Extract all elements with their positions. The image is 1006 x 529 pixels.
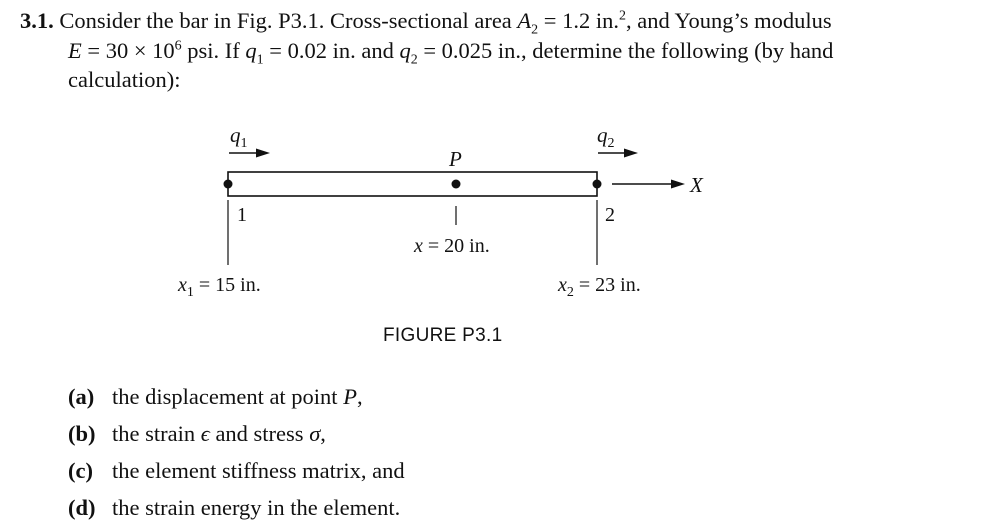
problem-number: 3.1. <box>20 8 54 33</box>
node-2-dot <box>593 180 602 189</box>
part-a: (a) the displacement at point P, <box>68 384 363 409</box>
x-mid-label: x = 20 in. <box>414 235 490 257</box>
node-2-label: 2 <box>605 204 615 226</box>
x1-label: $x_1 = 15$ in. <box>178 274 261 300</box>
q1-label: $q_1$ <box>230 123 248 151</box>
point-p-dot <box>452 180 461 189</box>
bar-element <box>228 172 597 196</box>
question-parts <box>68 378 405 526</box>
point-p-label: P <box>449 147 462 171</box>
part-d: (d) the strain energy in the element. <box>68 495 401 520</box>
problem-line-1: 3.1. Consider the bar in Fig. P3.1. Cross-sectional area $A_2 = 1.2$ in.$^2$, and Young’s modulus <box>20 8 832 38</box>
problem-line-3: calculation): <box>68 67 181 92</box>
axis-x-label: X <box>690 173 703 197</box>
node-1-label: 1 <box>237 204 247 226</box>
q2-arrow <box>598 149 638 158</box>
problem-line-2: $E = 30 \times 10^6$ psi. If $q_1 = 0.02$ in. and $q_2 = 0.025$ in., determine the following (by hand <box>68 37 834 67</box>
part-c: (c) the element stiffness matrix, and <box>68 458 405 483</box>
x-axis-arrow <box>612 180 685 189</box>
node-1-dot <box>224 180 233 189</box>
x2-label: $x_2 = 23$ in. <box>558 274 641 300</box>
q1-arrow <box>229 149 270 158</box>
part-b: (b) the strain ϵ and stress σ, <box>68 421 326 446</box>
figure-caption: FIGURE P3.1 <box>383 325 503 346</box>
q2-label: $q_2$ <box>597 123 615 151</box>
